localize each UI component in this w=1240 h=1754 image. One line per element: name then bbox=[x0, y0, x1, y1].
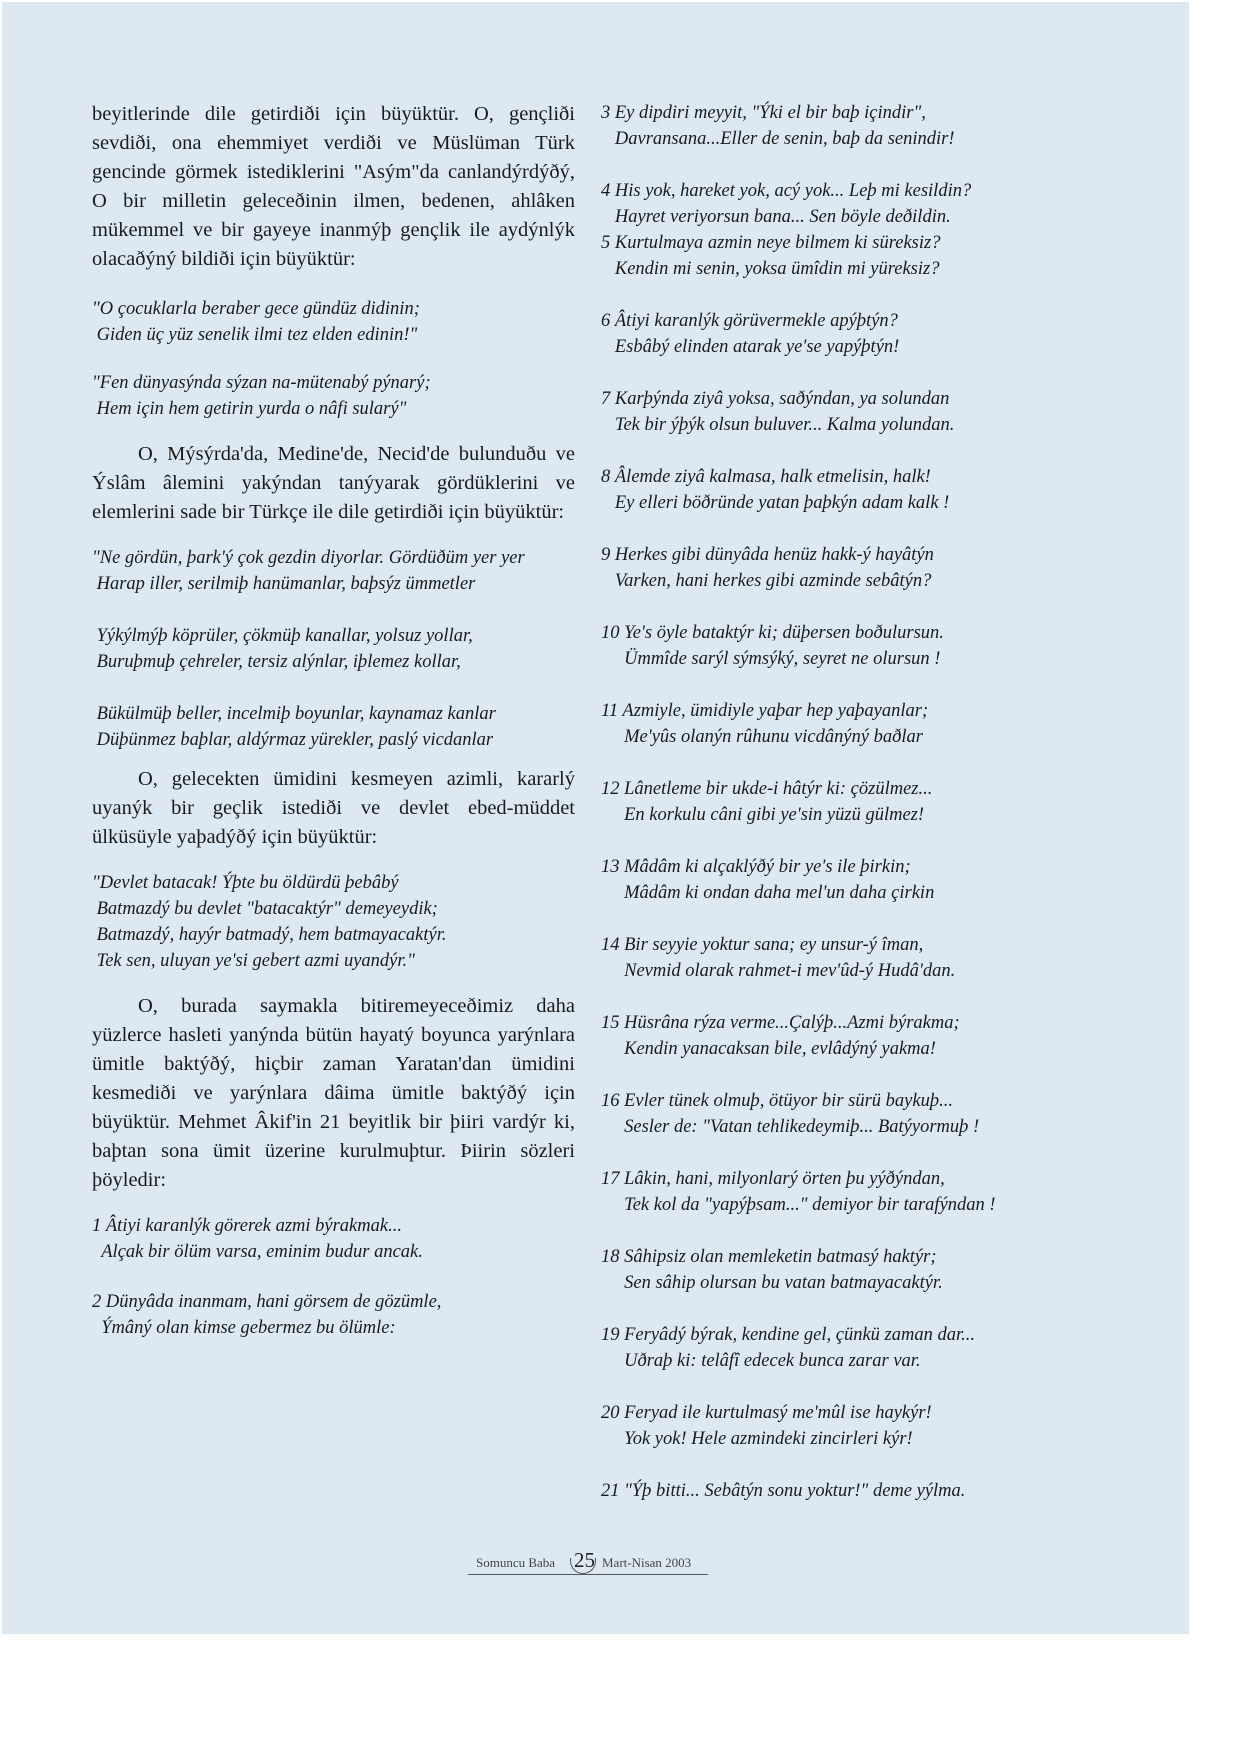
page-footer bbox=[468, 1548, 708, 1575]
quote-3: "Ne gördün, þark'ý çok gezdin diyorlar. Gördüðüm yer yer Harap iller, serilmiþ hanümanlar, baþsýz ümmetler Yýkýlmýþ köprüler, çökmüþ kanallar, yolsuz yollar, Buruþmuþ çehreler, tersiz alýnlar, iþlemez kollar, Bükülmüþ beller, incelmiþ boyunlar, kaynamaz kanlar Düþünmez baþlar, aldýrmaz yürekler, paslý vicdanlar bbox=[92, 548, 525, 750]
verse-8: 8 Âlemde ziyâ kalmasa, halk etmelisin, halk! Ey elleri böðründe yatan þaþkýn adam kalk ! bbox=[601, 467, 950, 513]
verse-16: 16 Evler tünek olmuþ, ötüyor bir sürü baykuþ... Sesler de: "Vatan tehlikedeymiþ... Batýyormuþ ! bbox=[601, 1091, 980, 1137]
verse-13: 13 Mâdâm ki alçaklýðý bir ye's ile þirkin; Mâdâm ki ondan daha mel'un daha çirkin bbox=[601, 857, 935, 903]
verse-1: 1 Âtiyi karanlýk görerek azmi býrakmak... Alçak bir ölüm varsa, eminim budur ancak. bbox=[92, 1216, 423, 1262]
verse-11: 11 Azmiyle, ümidiyle yaþar hep yaþayanlar; Me'yûs olanýn rûhunu vicdânýný baðlar bbox=[601, 701, 929, 747]
verse-10: 10 Ye's öyle bataktýr ki; düþersen boðulursun. Ümmîde sarýl sýmsýký, seyret ne olursun ! bbox=[601, 623, 944, 669]
right-column bbox=[601, 100, 1071, 1504]
paragraph-4: O, burada saymakla bitiremeyeceðimiz daha yüzlerce hasleti yanýnda bütün hayatý boyunca yarýnlara ümitle baktýðý, hiçbir zaman Yaratan'dan ümidini kesmediði ve yarýnlara dâima ümitle baktýðý için büyüktür. Mehmet Âkif'in 21 beyitlik bir þiiri vardýr ki, baþtan sona ümit üzerine kurulmuþtur. Þiirin sözleri þöyledir: bbox=[92, 995, 575, 1191]
verse-4-5: 4 His yok, hareket yok, acý yok... Leþ mi kesildin? Hayret veriyorsun bana... Sen böyle deðildin. 5 Kurtulmaya azmin neye bilmem ki süreksiz? Kendin mi senin, yoksa ümîdin mi yüreksiz? bbox=[601, 181, 972, 279]
verse-17: 17 Lâkin, hani, milyonlarý örten þu yýðýndan, Tek kol da "yapýþsam..." demiyor bir tarafýndan ! bbox=[601, 1169, 996, 1215]
left-column bbox=[92, 100, 575, 1341]
paragraph-1: beyitlerinde dile getirdiði için büyüktür. O, gençliði sevdiði, ona ehemmiyet verdiði ve Müslüman Türk gencinde görmek istediklerini "Asým"da canlandýrdýðý, O bir milletin geleceðinin ilmen, bedenen, ahlâken mükemmel ve bir gayeye inanmýþ gençlik ile aydýnlýk olacaðýný bildiði için büyüktür: bbox=[92, 103, 575, 270]
verse-14: 14 Bir seyyie yoktur sana; ey unsur-ý îman, Nevmid olarak rahmet-i mev'ûd-ý Hudâ'dan. bbox=[601, 935, 956, 981]
verse-12: 12 Lânetleme bir ukde-i hâtýr ki: çözülmez... En korkulu câni gibi ye'sin yüzü gülmez! bbox=[601, 779, 933, 825]
verse-7: 7 Karþýnda ziyâ yoksa, saðýndan, ya solundan Tek bir ýþýk olsun buluver... Kalma yolundan. bbox=[601, 389, 955, 435]
verse-21: 21 "Ýþ bitti... Sebâtýn sonu yoktur!" deme yýlma. bbox=[601, 1481, 966, 1501]
paragraph-3: O, gelecekten ümidini kesmeyen azimli, kararlý uyanýk bir geçlik istediði ve devlet ebed-müddet ülküsüyle yaþadýðý için büyüktür: bbox=[92, 768, 575, 848]
verse-18: 18 Sâhipsiz olan memleketin batmasý haktýr; Sen sâhip olursan bu vatan batmayacaktýr. bbox=[601, 1247, 943, 1293]
verse-20: 20 Feryad ile kurtulmasý me'mûl ise haykýr! Yok yok! Hele azmindeki zincirleri kýr! bbox=[601, 1403, 932, 1449]
magazine-name: Somuncu Baba bbox=[476, 1555, 556, 1570]
paragraph-2: O, Mýsýrda'da, Medine'de, Necid'de bulunduðu ve Ýslâm âlemini yakýndan tanýyarak gördüklerini ve elemlerini sade bir Türkçe ile dile getirdiði için büyüktür: bbox=[92, 443, 575, 523]
page-number: 25 bbox=[574, 1548, 595, 1572]
verse-2: 2 Dünyâda inanmam, hani görsem de gözümle, Ýmâný olan kimse gebermez bu ölümle: bbox=[92, 1292, 442, 1338]
verse-6: 6 Âtiyi karanlýk görüvermekle apýþtýn? Esbâbý elinden atarak ye'se yapýþtýn! bbox=[601, 311, 900, 357]
verse-3: 3 Ey dipdiri meyyit, "Ýki el bir baþ içindir", Davransana...Eller de senin, baþ da senindir! bbox=[601, 103, 955, 149]
verse-9: 9 Herkes gibi dünyâda henüz hakk-ý hayâtýn Varken, hani herkes gibi azminde sebâtýn? bbox=[601, 545, 934, 591]
verse-19: 19 Feryâdý býrak, kendine gel, çünkü zaman dar... Uðraþ ki: telâfî edecek bunca zarar var. bbox=[601, 1325, 976, 1371]
quote-4: "Devlet batacak! Ýþte bu öldürdü þebâbý Batmazdý bu devlet "batacaktýr" demeyeydik; Batmazdý, hayýr batmadý, hem batmayacaktýr. Tek sen, uluyan ye'si gebert azmi uyandýr." bbox=[92, 873, 447, 971]
verse-15: 15 Hüsrâna rýza verme...Çalýþ...Azmi býrakma; Kendin yanacaksan bile, evlâdýný yakma! bbox=[601, 1013, 960, 1059]
quote-1: "O çocuklarla beraber gece gündüz didinin; Giden üç yüz senelik ilmi tez elden edinin!" bbox=[92, 299, 420, 345]
quote-2: "Fen dünyasýnda sýzan na-mütenabý pýnarý; Hem için hem getirin yurda o nâfi sularý" bbox=[92, 373, 431, 419]
issue-date: Mart-Nisan 2003 bbox=[602, 1555, 692, 1570]
